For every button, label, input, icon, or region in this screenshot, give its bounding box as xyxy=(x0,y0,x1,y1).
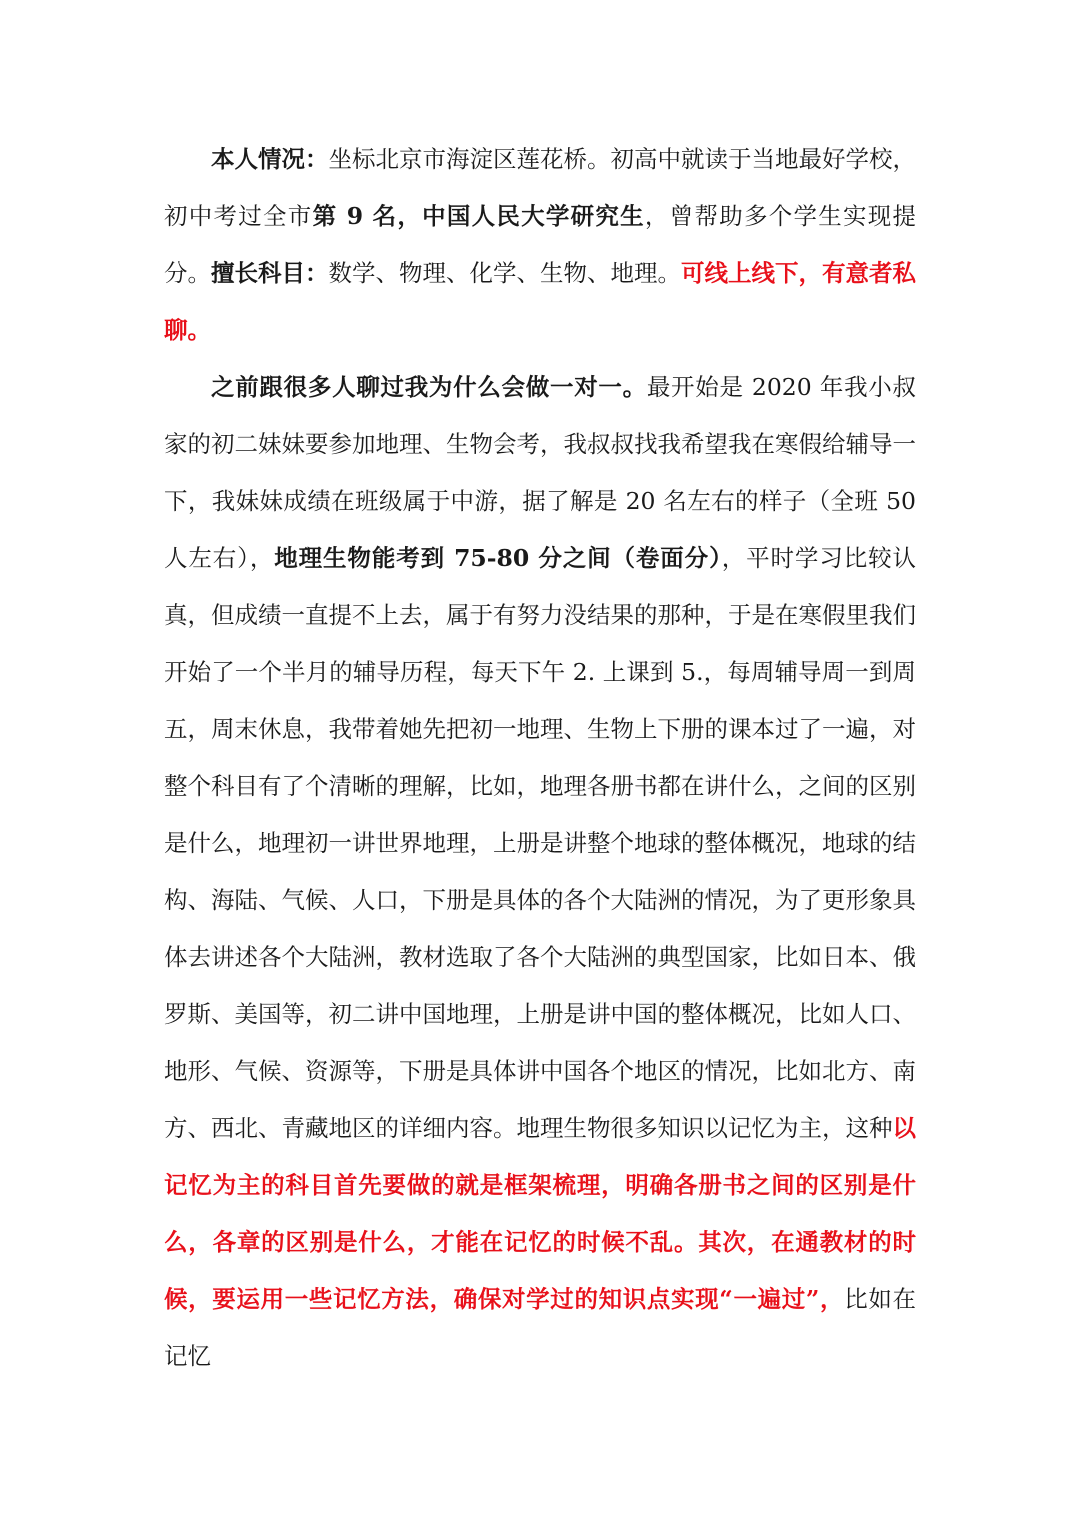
document-page xyxy=(164,131,916,1385)
subjects-list: 数学、物理、化学、生物、地理。 xyxy=(328,259,681,287)
story-method-highlight: 以记忆为主的科目首先要做的就是框架梳理，明确各册书之间的区别是什么，各章的区别是什么，才能在记忆的时候不乱。其次，在通教材的时候，要运用一些记忆方法，确保对学过的知识点实现“一遍过”， xyxy=(164,1114,916,1313)
story-text-2: ，平时学习比较认真，但成绩一直提不上去，属于有努力没结果的那种，于是在寒假里我们开始了一个半月的辅导历程，每天下午 2. 上课到 5.，每周辅导周一到周五，周末休息，我带着她先把初一地理、生物上下册的课本过了一遍，对整个科目有了个清晰的理解，比如，地理各册书都在讲什么，之间的区别是什么，地理初一讲世界地理，上册是讲整个地球的整体概况，地球的结构、海陆、气候、人口，下册是具体的各个大陆洲的情况，为了更形象具体去讲述各个大陆洲，教材选取了各个大陆洲的典型国家，比如日本、俄罗斯、美国等，初二讲中国地理，上册是讲中国的整体概况，比如人口、地形、气候、资源等，下册是具体讲中国各个地区的情况，比如北方、南方、西北、青藏地区的详细内容。地理生物很多知识以记忆为主，这种 xyxy=(164,544,917,1142)
story-text-3: 比如在记忆 xyxy=(164,1285,916,1370)
story-text-1: 最开始是 2020 年我小叔家的初二妹妹要参加地理、生物会考，我叔叔找我希望我在寒假给辅导一下，我妹妹成绩在班级属于中游，据了解是 20 名左右的样子（全班 50 人左右）， xyxy=(164,373,917,572)
story-score-text: 地理生物能考到 75-80 分之间（卷面分） xyxy=(274,544,722,572)
intro-location-text: 坐标北京市海淀区莲花桥。初高中就读于当地最好学校，初中考过全市 xyxy=(164,145,916,230)
intro-help-text: ，曾帮助多个学生实现提分。 xyxy=(164,202,917,287)
story-lead: 之前跟很多人聊过我为什么会做一对一。 xyxy=(211,373,647,401)
intro-rank-text: 第 9 名，中国人民大学研究生 xyxy=(312,202,645,230)
subjects-label: 擅长科目： xyxy=(211,259,329,287)
intro-label: 本人情况： xyxy=(211,145,329,173)
contact-note: 可线上线下，有意者私聊。 xyxy=(164,259,916,344)
paragraph-intro xyxy=(164,131,916,359)
paragraph-story xyxy=(164,359,916,1385)
